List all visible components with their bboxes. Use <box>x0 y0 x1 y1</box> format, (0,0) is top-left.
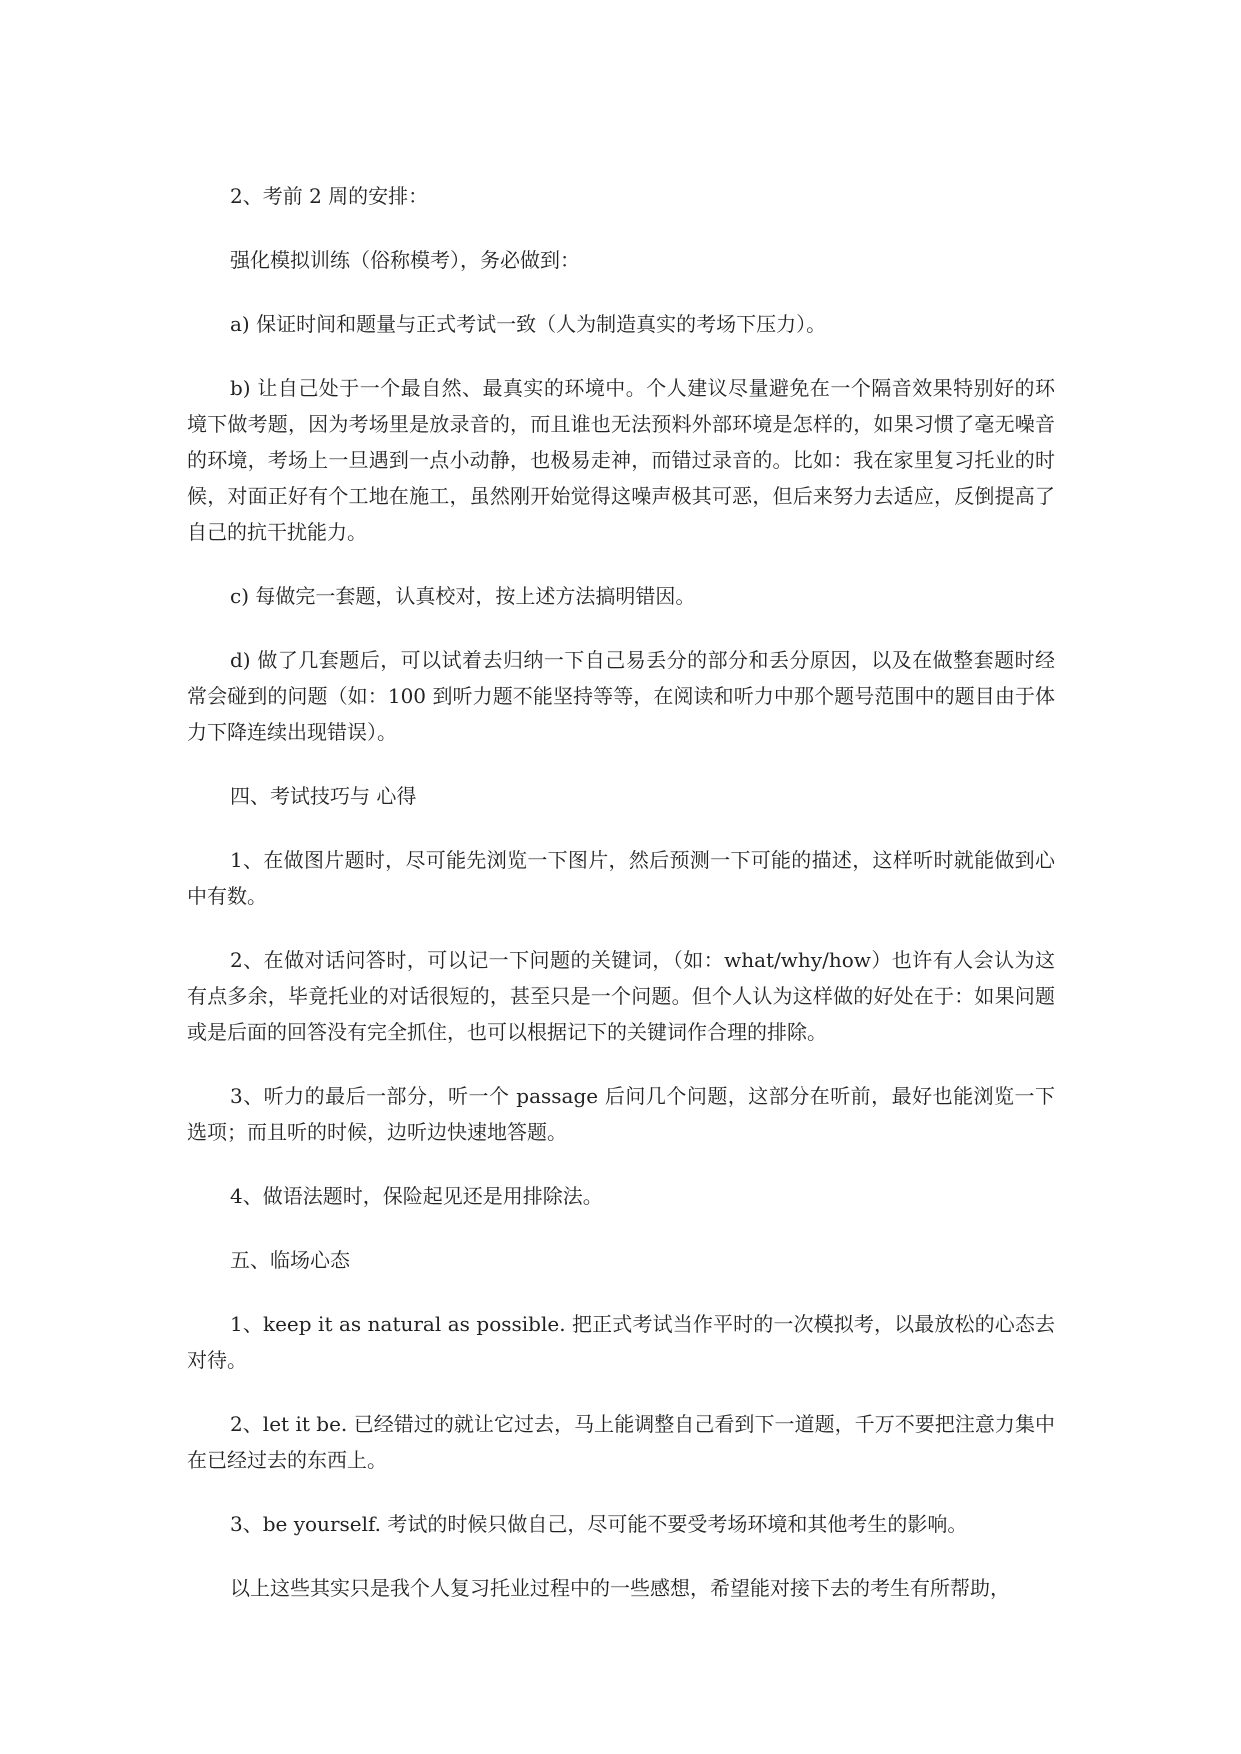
paragraph: 4、做语法题时，保险起见还是用排除法。 <box>230 1184 603 1208</box>
paragraph: c) 每做完一套题，认真校对，按上述方法搞明错因。 <box>230 584 696 608</box>
paragraph: 2、考前 2 周的安排： <box>230 184 429 208</box>
paragraph: b) 让自己处于一个最自然、最真实的环境中。个人建议尽量避免在一个隔音效果特别好的环境下做考题，因为考场里是放录音的，而且谁也无法预料外部环境是怎样的，如果习惯了毫无噪音的环境，考场上一旦遇到一点小动静，也极易走神，而错过录音的。比如：我在家里复习托业的时候，对面正好有个工地在施工，虽然刚开始觉得这噪声极其可恶，但后来努力去适应，反倒提高了自己的抗干扰能力。 <box>187 376 1055 544</box>
paragraph: 3、be yourself. 考试的时候只做自己，尽可能不要受考场环境和其他考生的影响。 <box>230 1512 968 1536</box>
paragraph: 以上这些其实只是我个人复习托业过程中的一些感想，希望能对接下去的考生有所帮助， <box>230 1576 1010 1600</box>
document-body <box>187 178 1055 1634</box>
paragraph: 1、keep it as natural as possible. 把正式考试当作平时的一次模拟考，以最放松的心态去对待。 <box>187 1312 1055 1372</box>
paragraph: 2、在做对话问答时，可以记一下问题的关键词，（如：what/why/how）也许有人会认为这有点多余，毕竟托业的对话很短的，甚至只是一个问题。但个人认为这样做的好处在于：如果问题或是后面的回答没有完全抓住，也可以根据记下的关键词作合理的排除。 <box>187 948 1055 1044</box>
section-heading: 四、考试技巧与 心得 <box>230 784 417 808</box>
paragraph: 3、听力的最后一部分，听一个 passage 后问几个问题，这部分在听前，最好也能浏览一下选项；而且听的时候，边听边快速地答题。 <box>187 1084 1055 1144</box>
section-heading: 五、临场心态 <box>230 1248 350 1272</box>
paragraph: 强化模拟训练（俗称模考），务必做到： <box>230 248 580 272</box>
paragraph: 2、let it be. 已经错过的就让它过去，马上能调整自己看到下一道题，千万不要把注意力集中在已经过去的东西上。 <box>187 1412 1055 1472</box>
paragraph: d) 做了几套题后，可以试着去归纳一下自己易丢分的部分和丢分原因，以及在做整套题时经常会碰到的问题（如：100 到听力题不能坚持等等，在阅读和听力中那个题号范围中的题目由于体力下降连续出现错误）。 <box>187 648 1055 744</box>
paragraph: 1、在做图片题时，尽可能先浏览一下图片，然后预测一下可能的描述，这样听时就能做到心中有数。 <box>187 848 1055 908</box>
paragraph: a) 保证时间和题量与正式考试一致（人为制造真实的考场下压力）。 <box>230 312 827 336</box>
